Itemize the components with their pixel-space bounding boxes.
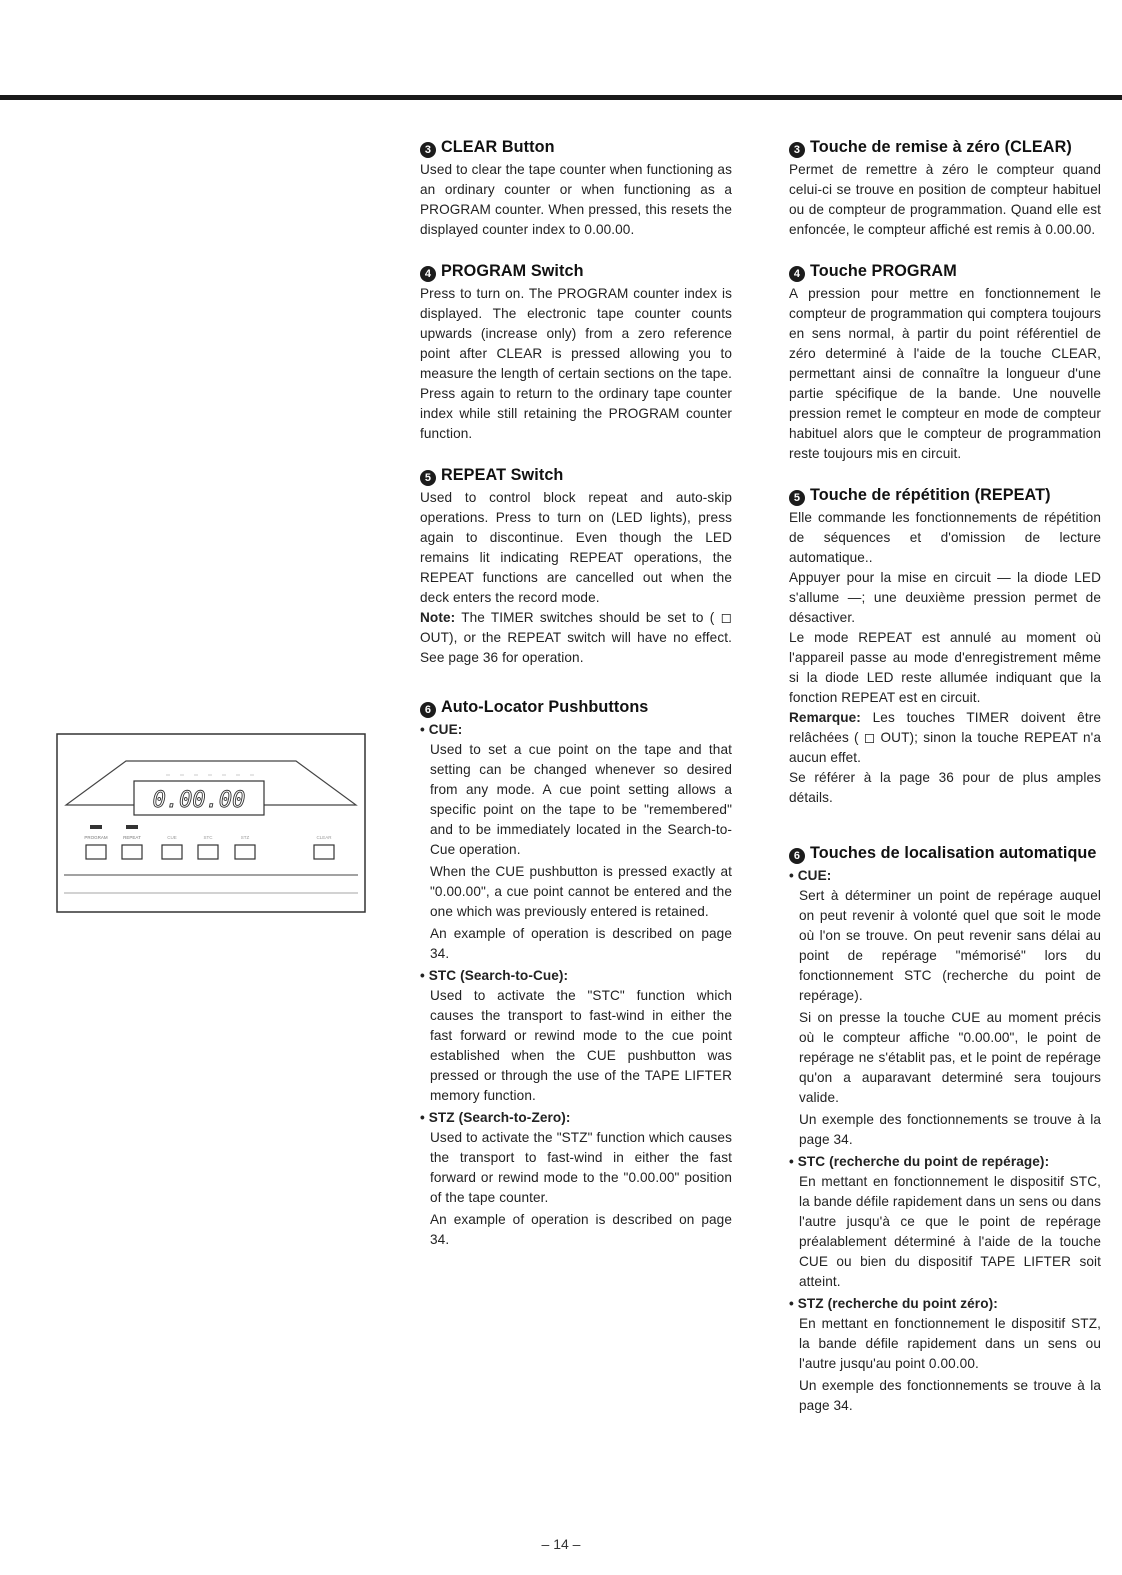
repeat-led <box>126 825 138 829</box>
counter-display-value: 0.00.00 <box>152 788 246 813</box>
en-stz-p2: An example of operation is described on page 34. <box>430 1212 732 1247</box>
en-cue-label: • CUE: <box>420 722 463 737</box>
en-cue-p2: When the CUE pushbutton is pressed exactly at "0.00.00", a cue point cannot be entered and the one which was previously entered is retained. <box>430 864 732 919</box>
fr-cue-p1: Sert à déterminer un point de repérage auquel on peut revenir à volonté quel que soit le mode où l'on se trouve. On peut revenir sans délai au point de repérage "mémorisé" lors du fonctionnement STC (recherche du point de repérage). <box>799 888 1101 1003</box>
program-label: PROGRAM <box>84 835 108 840</box>
en-stz-block <box>420 1128 732 1250</box>
fr-repeat-note: Remarque: Les touches TIMER doivent être relâchées ( ◻ OUT); sinon la touche REPEAT n'a aucun effet. <box>789 710 1101 765</box>
fr-autolocator-heading: 6 Touches de localisation automatique <box>789 842 1101 864</box>
en-cue-p3: An example of operation is described on page 34. <box>430 926 732 961</box>
num-3-icon: 3 <box>420 142 436 158</box>
fr-clear-body: Permet de remettre à zéro le compteur quand celui-ci se trouve en position de compteur habituel ou de compteur de programmation. Quand elle est enfoncée, le compteur affiché est remis à 0.00.00. <box>789 162 1101 237</box>
top-rule <box>0 95 1122 100</box>
fr-autolocator-section <box>789 842 1101 1416</box>
en-repeat-heading: 5 REPEAT Switch <box>420 464 732 486</box>
en-cue-block <box>420 740 732 964</box>
en-clear-body: Used to clear the tape counter when functioning as an ordinary counter or when functioning as a PROGRAM counter. When pressed, this resets the displayed counter index to 0.00.00. <box>420 162 732 237</box>
fr-clear-section <box>789 136 1101 240</box>
fr-program-section <box>789 260 1101 464</box>
en-repeat-section <box>420 464 732 668</box>
stz-button <box>235 845 255 859</box>
stc-button <box>198 845 218 859</box>
num-5-icon: 5 <box>420 470 436 486</box>
en-stc-body: Used to activate the "STC" function which causes the transport to fast-wind in either the fast forward or rewind mode to the cue point established when the CUE pushbutton was pressed or through the use of the TAPE LIFTER memory function. <box>430 988 732 1103</box>
clear-button <box>314 845 334 859</box>
fr-repeat-p1: Elle commande les fonctionnements de répétition de séquences et d'omission de lecture automatique.. <box>789 510 1101 565</box>
program-led <box>90 825 102 829</box>
page-number: – 14 – <box>541 1536 581 1552</box>
en-stc-block <box>420 986 732 1106</box>
num-3-icon: 3 <box>789 142 805 158</box>
en-autolocator-heading: 6 Auto-Locator Pushbuttons <box>420 696 732 718</box>
clear-label: CLEAR <box>316 835 332 840</box>
en-stz-label: • STZ (Search-to-Zero): <box>420 1110 571 1125</box>
repeat-button <box>122 845 142 859</box>
en-autolocator-section <box>420 696 732 1250</box>
fr-program-body: A pression pour mettre en fonctionnement le compteur de programmation qui comptera toujours en sens normal, à partir du point référentiel de zéro determiné à l'aide de la touche CLEAR, permettant ainsi de connaître la longueur d'une partie spécifique de la bande. Une nouvelle pression remet le compteur en mode de compteur habituel alors que le compteur de programmation reste toujours mis en circuit. <box>789 286 1101 461</box>
num-6-icon: 6 <box>789 848 805 864</box>
fr-stc-body: En mettant en fonctionnement le dispositif STC, la bande défile rapidement dans un sens ou dans l'autre jusqu'à ce que le point de repérage préalablement déterminé à l'aide de la touche CUE ou bien du dispositif TAPE LIFTER soit atteint. <box>799 1174 1101 1289</box>
fr-repeat-p3: Le mode REPEAT est annulé au moment où l'appareil passe au mode d'enregistrement même si la diode LED reste allumée indiquant que la fonction REPEAT est en circuit. <box>789 630 1101 705</box>
en-program-section <box>420 260 732 444</box>
en-stz-body: Used to activate the "STZ" function which causes the transport to fast-wind in either the fast forward or rewind mode to the "0.00.00" position of the tape counter. <box>430 1130 732 1205</box>
fr-cue-p3: Un exemple des fonctionnements se trouve à la page 34. <box>799 1112 1101 1147</box>
stc-label: STC <box>203 835 213 840</box>
program-button <box>86 845 106 859</box>
french-column <box>789 136 1101 1436</box>
num-5-icon: 5 <box>789 490 805 506</box>
en-stc-label: • STC (Search-to-Cue): <box>420 968 569 983</box>
en-cue-p1: Used to set a cue point on the tape and that setting can be changed whenever so desired from any mode. A cue point setting allows a specific point on the tape to be "remembered" and to be immediately located in the Search-to-Cue operation. <box>430 742 732 857</box>
fr-repeat-p5: Se référer à la page 36 pour de plus amples détails. <box>789 770 1101 805</box>
fr-clear-heading: 3 Touche de remise à zéro (CLEAR) <box>789 136 1101 158</box>
num-4-icon: 4 <box>420 266 436 282</box>
fr-repeat-p2: Appuyer pour la mise en circuit — la diode LED s'allume —; une deuxième pression permet de désactiver. <box>789 570 1101 625</box>
fr-stz-body: En mettant en fonctionnement le dispositif STZ, la bande défile rapidement dans un sens ou l'autre jusqu'au point 0.00.00. <box>799 1316 1101 1371</box>
fr-repeat-section <box>789 484 1101 808</box>
en-clear-section <box>420 136 732 240</box>
fr-stz-block <box>789 1314 1101 1416</box>
en-program-body: Press to turn on. The PROGRAM counter index is displayed. The electronic tape counter counts upwards (increase only) from a zero reference point after CLEAR is pressed allowing you to measure the length of certain sections on the tape. Press again to return to the ordinary tape counter index while still retaining the PROGRAM counter function. <box>420 286 732 441</box>
en-clear-heading: 3 CLEAR Button <box>420 136 732 158</box>
fr-cue-label: • CUE: <box>789 868 832 883</box>
repeat-label: REPEAT <box>123 835 141 840</box>
fr-cue-block <box>789 886 1101 1150</box>
fr-stc-block <box>789 1172 1101 1292</box>
num-4-icon: 4 <box>789 266 805 282</box>
fr-stz-p2: Un exemple des fonctionnements se trouve à la page 34. <box>799 1378 1101 1413</box>
fr-stc-label: • STC (recherche du point de repérage): <box>789 1154 1050 1169</box>
fr-stz-label: • STZ (recherche du point zéro): <box>789 1296 998 1311</box>
fr-program-heading: 4 Touche PROGRAM <box>789 260 1101 282</box>
stz-label: STZ <box>240 835 250 840</box>
cue-button <box>162 845 182 859</box>
en-repeat-body: Used to control block repeat and auto-skip operations. Press to turn on (LED lights), press again to discontinue. Even though the LED remains lit indicating REPEAT operations, the REPEAT functions are cancelled out when the deck enters the record mode. <box>420 490 732 605</box>
fr-repeat-heading: 5 Touche de répétition (REPEAT) <box>789 484 1101 506</box>
counter-panel-illustration <box>56 733 366 913</box>
en-repeat-note: Note: The TIMER switches should be set to ( ◻ OUT), or the REPEAT switch will have no effect. See page 36 for operation. <box>420 610 732 665</box>
cue-label: CUE <box>167 835 177 840</box>
english-column <box>420 136 732 1270</box>
fr-cue-p2: Si on presse la touche CUE au moment précis où le compteur affiche "0.00.00", le point de repérage ne s'établit pas, et le point de repérage qu'on a auparavant determiné sera toujours valide. <box>799 1010 1101 1105</box>
num-6-icon: 6 <box>420 702 436 718</box>
en-program-heading: 4 PROGRAM Switch <box>420 260 732 282</box>
